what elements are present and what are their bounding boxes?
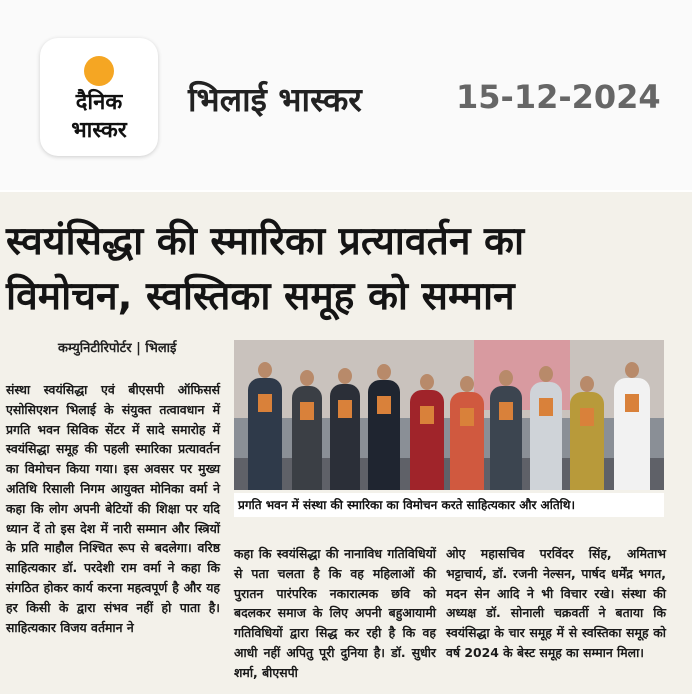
paper-date: 15-12-2024: [456, 78, 661, 116]
person-figure: [614, 378, 650, 490]
book: [499, 402, 513, 420]
book: [420, 406, 434, 424]
head: [377, 364, 391, 380]
person-figure: [570, 392, 604, 490]
person-figure: [368, 380, 400, 490]
book: [625, 394, 639, 412]
head: [338, 368, 352, 384]
sun-icon: [84, 56, 114, 86]
newspaper-clipping: [0, 192, 692, 694]
book: [580, 408, 594, 426]
logo-text-line2: भास्कर: [71, 118, 127, 143]
head: [580, 376, 594, 392]
person-figure: [292, 386, 322, 490]
person-figure: [530, 382, 562, 490]
article-column-2: कहा कि स्वयंसिद्धा की नानाविध गतिविधियों से पता चलता है कि वह महिलाओं की पुरातन पारंपरिक नकारात्मक छवि को बदलकर समाज के लिए अपनी बहुआयामी गतिविधियों द्वारा सिद्ध कर रही है कि वह आधी नहीं अपितु पूरी दुनिया है। डॉ. सुधीर शर्मा, बीएसपी: [234, 546, 436, 680]
article-column-3: ओए महासचिव परविंदर सिंह, अमिताभ भट्टाचार्य, डॉ. रजनी नेल्सन, पार्षद धर्मेंद्र भगत, मदन सेन आदि ने भी विचार रखे। संस्था की अध्यक्ष डॉ. सोनाली चक्रवर्ती ने बताया कि स्वयंसिद्धा के चार समूह में से स्वस्तिका समूह को वर्ष 2024 के बेस्ट समूह का सम्मान मिला।: [446, 546, 666, 660]
person-figure: [410, 390, 444, 490]
headline-line1: स्वयंसिद्धा की स्मारिका प्रत्यावर्तन का: [6, 219, 525, 264]
head: [499, 370, 513, 386]
app-header: [0, 0, 692, 190]
paper-edition-name: भिलाई भास्कर: [188, 80, 362, 119]
head: [420, 374, 434, 390]
article-byline: कम्युनिटीरिपोर्टर | भिलाई: [58, 341, 177, 356]
book: [539, 398, 553, 416]
person-figure: [490, 386, 522, 490]
head: [460, 376, 474, 392]
event-photo: [234, 340, 664, 490]
headline-line2: विमोचन, स्वस्तिका समूह को सम्मान: [6, 274, 515, 319]
logo-text-line1: दैनिक: [75, 90, 123, 115]
book: [258, 394, 272, 412]
head: [539, 366, 553, 382]
article-column-1: संस्था स्वयंसिद्धा एवं बीएसपी ऑफिसर्स एसोसिएशन भिलाई के संयुक्त तत्वावधान में प्रगति भवन सिविक सेंटर में सादे समारोह में स्वयंसिद्धा समूह की पहली स्मारिका प्रत्यावर्तन का विमोचन किया गया। इस अवसर पर मुख्य अतिथि रिसाली निगम आयुक्त मोनिका वर्मा ने कहा कि लोग अपनी बेटियों की शिक्षा पर यदि ध्यान दें तो इस देश में नारी सम्मान और स्त्रियों के प्रति माहौल निश्चित रूप से बदलेगा। वरिष्ठ साहित्यकार डॉ. परदेशी राम वर्मा ने कहा कि संगठित होकर कार्य करना महत्वपूर्ण है और यह हर किसी के द्वारा संभव नहीं हो पाता है। साहित्यकार विजय वर्तमान ने: [6, 382, 220, 635]
book: [300, 402, 314, 420]
photo-caption: प्रगति भवन में संस्था की स्मारिका का विमोचन करते साहित्यकार और अतिथि।: [234, 493, 664, 517]
head: [300, 370, 314, 386]
article-headline: [6, 214, 686, 324]
person-figure: [248, 378, 282, 490]
book: [338, 400, 352, 418]
person-figure: [450, 392, 484, 490]
dainik-bhaskar-logo[interactable]: [40, 38, 158, 156]
book: [460, 408, 474, 426]
person-figure: [330, 384, 360, 490]
head: [258, 362, 272, 378]
book: [377, 396, 391, 414]
head: [625, 362, 639, 378]
